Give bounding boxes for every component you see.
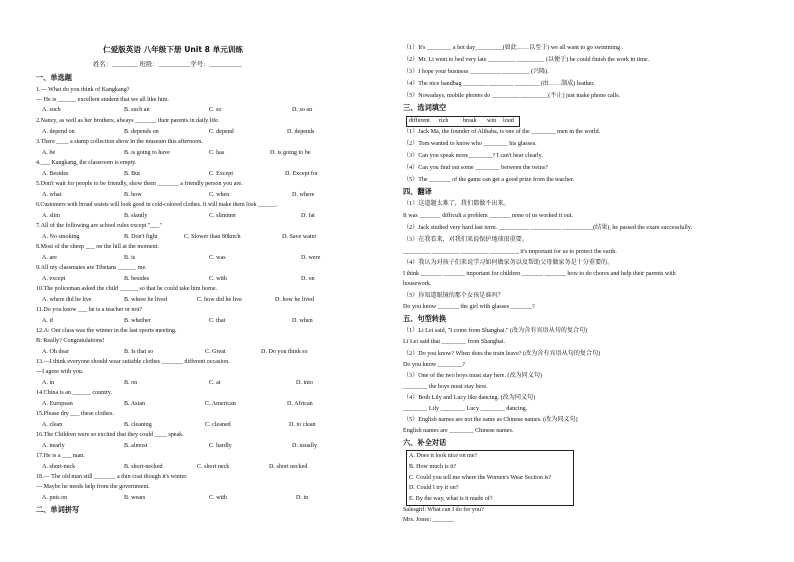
transform-5-answer: English names are ________ Chinese names. [403,428,514,434]
transform-3: （3）One of the two boys must stay here. (改为同义句) [403,373,542,379]
option-c: C. has [209,150,225,156]
word-3: break [463,118,477,124]
translate-3-cn: （3）在我看来，对我们来说保护地球很重要。 [403,237,528,243]
translate-4-en-cont: housework. [403,281,432,287]
translate-4-en: I think _______ _______ important for children _______ _______ how to do chores and help their parents with [403,271,676,277]
option-c: C. so [209,107,222,113]
question-9: 9.All my classmates are Tibetans ______ me. [36,265,147,271]
option-a: A. be [42,150,56,156]
question-1-line2: — He is ______ excellent student that we all like him. [36,97,169,103]
word-fill-2: （2）Tom wanted to know who ________ his glasses. [403,141,537,147]
option-d: D. fat [301,213,315,219]
option-b: B. But [124,171,140,177]
word-fill-4: （4）Can you find out some ________ between the twins? [403,165,548,171]
word-4: win [487,118,497,124]
option-a: A. what [42,192,62,198]
word-2: rich [439,118,449,124]
dialogue-option-a: A. Does it look nice on me? [409,453,478,459]
question-6: 6.Customers with broad waists will look good in cold-colored clothes. It will make them look ______. [36,202,278,208]
option-d: D. where [292,192,315,198]
dialogue-option-e: E. By the way, what is it made of? [409,496,493,502]
question-15: 15.Please dry ___ these clothes. [36,411,114,417]
section-2-heading: 二、单词拼写 [36,505,80,514]
question-18-line2: — Maybe he needs help from the government. [36,484,150,490]
option-b: B. such an [124,107,150,113]
option-a: A. Besides [42,171,69,177]
option-d: D. Except for [285,171,318,177]
word-box [406,116,520,127]
option-c: C. how did he live [197,297,242,303]
option-a: A. European [42,401,73,407]
option-b: B. how [124,192,142,198]
translate-2: （2）Jack studied very hard last term. __________ __________ __________(结果), he passed the exam successfully. [403,225,693,231]
option-c: C. at [209,380,221,386]
transform-4: （4）Both Lily and Lucy like dancing. (改为同义句) [403,395,536,401]
option-a: A. depend on [42,129,75,135]
dialogue-options-box [406,450,574,506]
word-fill-5: （5）The _______ of the game can get a good prize from the teacher. [403,177,575,183]
translate-3-en: _________ _________ _________ _________, it's important for us to protect the earth. [403,249,617,255]
option-c: C. Slower than 80km/h [184,234,241,240]
option-c: C. hardly [209,443,232,449]
transform-2-answer: Do you know ________? [403,362,465,368]
option-c: C. with [209,495,227,501]
dialogue-option-d: D. Could I try it on? [409,485,459,491]
option-d: D. usually [292,443,318,449]
spelling-3: （3）I hope your business __________ _________ (兴隆). [403,69,549,75]
question-14: 14.China is an ______ country. [36,390,113,396]
option-a: A. except [42,276,66,282]
option-b: B. is going to have [124,150,170,156]
option-d: D. when [292,318,313,324]
option-b: B. slantly [124,213,148,219]
translate-1-en: It was _______ difficult a problem _______ none of us worked it out. [403,213,573,219]
option-d: D. short necked [269,464,308,470]
dialogue-line-2: Mrs. Jones: _______ [403,517,454,523]
option-b: B. where he lived [124,297,167,303]
student-info-line: 姓名：________ 班级：__________学号：__________ [93,61,242,68]
option-d: D. were [301,255,321,261]
option-d: D. depends [287,129,315,135]
spelling-4: （4）The nice handbag ________ ________ ________ (由……制成) leather. [403,81,595,87]
option-b: B. short-necked [124,464,163,470]
question-1: 1.— What do you think of Kangkang? [36,87,130,93]
word-5: loud [503,118,514,124]
section-4-heading: 四、翻译 [403,187,432,196]
option-a: A. puts on [42,495,68,501]
option-c: C. that [209,318,226,324]
word-1: different [409,118,430,124]
question-18: 18.— The old man still _______ a thin coat though it's winter. [36,474,188,480]
option-a: A. No smoking [42,234,80,240]
option-c: C. American [205,401,236,407]
translate-1-cn: （1）这道题太难了，我们都做不出来。 [403,201,510,207]
option-b: B. depends on [124,129,159,135]
option-a: A. are [42,255,57,261]
question-10: 10.The policeman asked the child ______ so that he could take him home. [36,286,218,292]
option-b: B. Is that so [124,349,154,355]
option-c: C. Except [209,171,234,177]
word-fill-1: （1）Jack Ma, the founder of Alibaba, is one of the ________ men in the world. [403,129,601,135]
option-a: A. clean [42,422,63,428]
option-a: A. if [42,318,54,324]
option-a: A. Oh dear [42,349,69,355]
option-a: A. slim [42,213,60,219]
option-d: D. Save water [282,234,317,240]
option-b: B. wears [124,495,146,501]
option-b: B. besides [124,276,150,282]
option-b: B. almost [124,443,148,449]
question-4: 4.___ Kangkang, the classroom is empty. [36,160,137,166]
transform-4-answer: ________ Lily ________ Lucy ________ dancing. [403,406,528,412]
option-b: B. Asian [124,401,145,407]
option-d: D. is going to be [270,150,311,156]
option-b: B. on [124,380,138,386]
translate-5-en: Do you know _______ the girl with glasses _______? [403,304,535,310]
option-d: D. on [301,276,315,282]
option-a: A. where did he live [42,297,92,303]
option-c: C. was [209,255,226,261]
section-1-heading: 一、单选题 [36,73,72,82]
option-c: C. slimmer [209,213,237,219]
option-c: C. Great [205,349,226,355]
question-13-line2: —I agree with you. [36,369,84,375]
option-c: C. cleaned [205,422,231,428]
dialogue-option-c: C. Could you tell me where the Women's Wear Section is? [409,475,552,481]
dialogue-line-1: Salesgirl: What can I do for you? [403,507,484,513]
option-d: D. so an [292,107,313,113]
question-3: 3.There ____ a stamp collection show in the museum this afternoon. [36,139,203,145]
question-7: 7.All of the following are school rules except "___" [36,223,162,229]
transform-5: （5）English names are not the same as Chinese names. (改为同义句) [403,417,578,423]
option-d: D. Do you think so [261,349,308,355]
option-a: A. in [42,380,55,386]
option-d: D. in [296,495,309,501]
spelling-1: （1）It's ________ a hot day_________(如此……以至于) we all want to go swimming . [403,45,624,51]
spelling-2: （2）Mr. Li went to bed very late _________ _________ (以便于) he could finish the work in time. [403,57,650,63]
option-b: B. Don't fight [124,234,158,240]
spelling-5: （5）Nowadays, mobile phones do _________ _________(不止) just make phone calls. [403,93,621,99]
option-d: D. how he lived [275,297,314,303]
section-3-heading: 三、选词填空 [403,103,447,112]
dialogue-option-b: B. How much is it? [409,464,457,470]
option-c: C. with [209,276,227,282]
word-fill-3: （3）Can you speak more________? I can't hear clearly. [403,153,543,159]
option-c: C. short neck [197,464,230,470]
option-d: D. African [287,401,313,407]
option-b: B. is [124,255,136,261]
question-12-line2: B: Really? Congratulations! [36,338,105,344]
question-17: 17.He is a ___ man. [36,453,85,459]
transform-1-answer: Li Lei said that ________ from Shanghai. [403,339,506,345]
option-a: A. short-neck [42,464,76,470]
question-8: 8.Most of the sheep ___ on the hill at the moment. [36,244,159,250]
option-c: C. when [209,192,230,198]
page-title: 仁爱版英语 八年级下册 Unit 8 单元训练 [103,45,243,54]
option-b: B. cleaning [124,422,152,428]
option-c: C. depend [209,129,234,135]
transform-3-answer: ________ the boys must stay here. [403,384,488,390]
question-2: 2.Nancy, as well as her brothers, always _______ their parents in daily life. [36,118,220,124]
question-11: 11.Do you know ___ he is a teacher or not? [36,307,143,313]
question-5: 5.Don't wait for people to be friendly, show them _______ a friendly person you are. [36,181,243,187]
option-d: D. into [296,380,313,386]
option-a: A. such [42,107,61,113]
question-16: 16.The Children were so excited that they could ____ speak. [36,432,184,438]
section-6-heading: 六、补全对话 [403,438,447,447]
transform-1: （1）Li Lei said, "I come from Shanghai." (改为含有宾语从句的复合句) [403,328,588,334]
translate-5-cn: （5）你知道眼镜的那个女孩是谁吗？ [403,293,504,299]
question-13: 13.—I think everyone should wear suitable clothes _______ different occasion. [36,359,230,365]
translate-4-cn: （4）我认为对孩子们来说学习如何做家务以及帮助父母做家务是十分重要的。 [403,260,614,266]
option-a: A. nearly [42,443,65,449]
transform-2: （2）Do you know? When does the train leave? (改为含有宾语从句的复合句) [403,351,601,357]
section-5-heading: 五、句型转换 [403,314,447,323]
option-d: D. to clean [289,422,316,428]
question-12: 12.A: Our class was the winner in the last sports meeting. [36,328,177,334]
option-b: B. whether [124,318,151,324]
